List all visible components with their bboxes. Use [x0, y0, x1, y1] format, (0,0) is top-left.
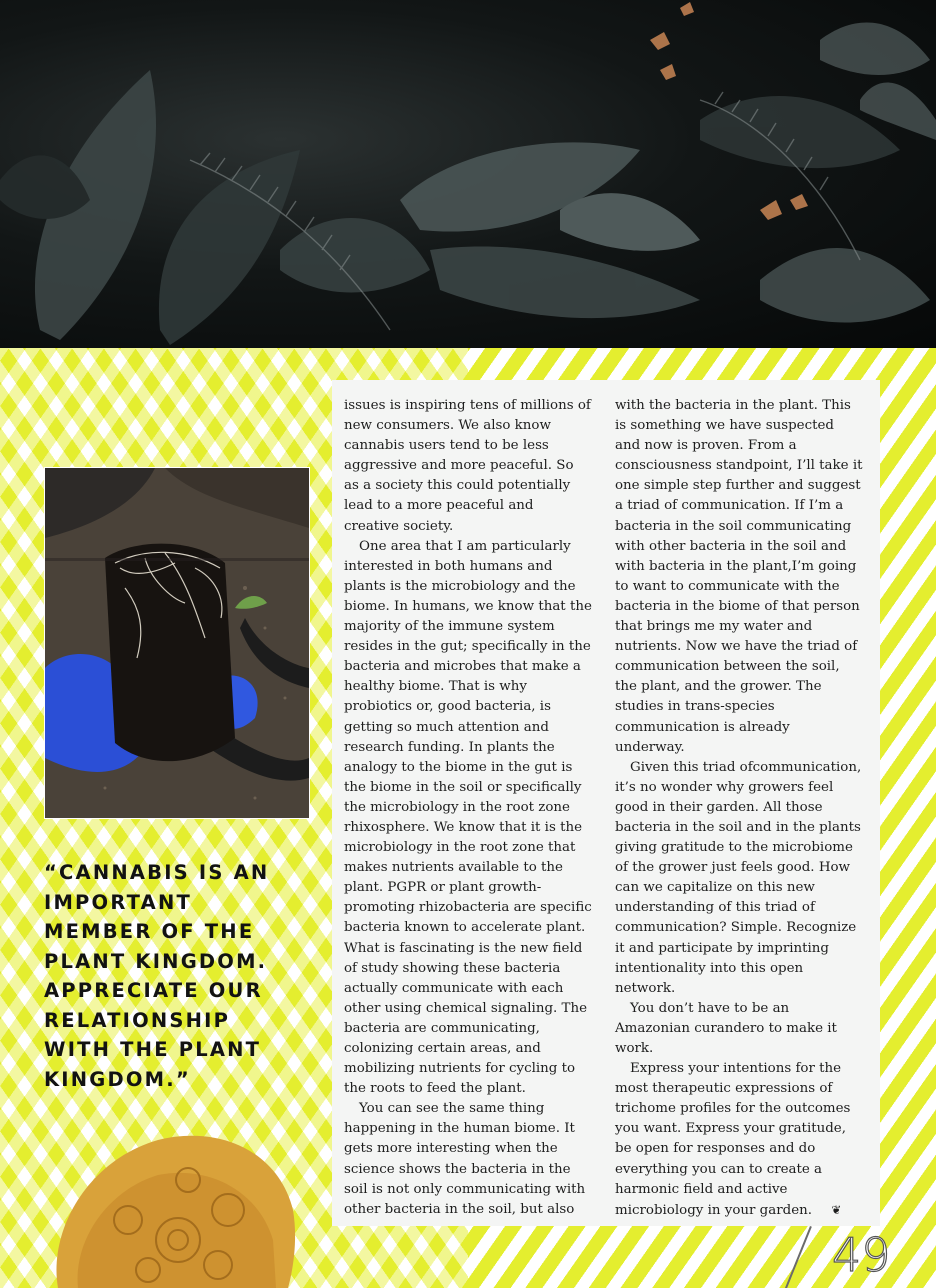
article-column-1	[344, 396, 592, 1220]
article-paragraph-final-text: Express your intentions for the most therapeutic expressions of trichome profiles for the outcomes you want. Express your gratitude, be open for responses and do everything you can to create a harmonic field and active microbiology in your garden.	[615, 1061, 851, 1218]
mushroom-cap-illustration	[48, 1130, 298, 1288]
article-paragraph: You can see the same thing happening in the human biome. It gets more interesting when the science shows the bacteria in the soil is not only communicating with other bacteria in the soil, but also	[344, 1101, 586, 1217]
foliage-illustration	[0, 0, 936, 348]
page-number-text: 49	[832, 1228, 891, 1282]
article-paragraph: One area that I am particularly interested in both humans and plants is the microbiology and the biome. In humans, we know that the majority of the immune system resides in the gut; specifically in the bacteria and microbes that make a healthy biome. That is why probiotics or, good bacteria, is getting so much attention and research funding. In plants the analogy to the biome in the gut is the biome in the soil or specifically the microbiology in the root zone rhixosphere. We know that it is the microbiology in the root zone that makes nutrients available to the plant. PGPR or plant growth-promoting rhizobacteria are specific bacteria known to accelerate plant. What is fascinating is the new field of study showing these bacteria actually communicate with each other using chemical signaling. The bacteria are communicating, colonizing certain areas, and mobilizing nutrients for cycling to the roots to feed the plant.	[344, 538, 592, 1097]
root-ball-illustration	[45, 468, 309, 818]
article-paragraph: with the bacteria in the plant. This is something we have suspected and now is proven. From a consciousness standpoint, I’ll take it one simple step further and suggest a triad of communication. If I’m a bacteria in the soil communicating with other bacteria in the soil and with bacteria in the plant,I’m going to want to communicate with the bacteria in the biome of that person that brings me my water and nutrients. Now we have the triad of communication between the soil, the plant, and the grower. The studies in trans-species communication is already underway.	[615, 398, 863, 755]
article-paragraph: You don’t have to be an Amazonian curandero to make it work.	[615, 1000, 837, 1056]
hero-photo-dark-foliage	[0, 0, 936, 348]
pull-quote: “CANNABIS IS AN IMPORTANT MEMBER OF THE PLANT KINGDOM. APPRECIATE OUR RELATIONSHIP WITH THE PLANT KINGDOM.”	[44, 861, 270, 1091]
article-paragraph-final	[615, 1059, 863, 1221]
article-column-2	[615, 396, 863, 1221]
page-number	[806, 1226, 926, 1288]
root-ball-photo	[44, 467, 310, 819]
article-paragraph: issues is inspiring tens of millions of new consumers. We also know cannabis users tend to be less aggressive and more peaceful. So as a society this could potentially lead to a more peaceful and creative society.	[344, 398, 591, 534]
article-paragraph: Given this triad ofcommunication, it’s no wonder why growers feel good in their garden. All those bacteria in the soil and in the plants giving gratitude to the microbiome of the grower just feels good. How can we capitalize on this new understanding of this triad of communication? Simple. Recognize it and participate by imprinting intentionality into this open network.	[615, 759, 862, 996]
leaf-icon: ❦	[831, 1202, 842, 1217]
